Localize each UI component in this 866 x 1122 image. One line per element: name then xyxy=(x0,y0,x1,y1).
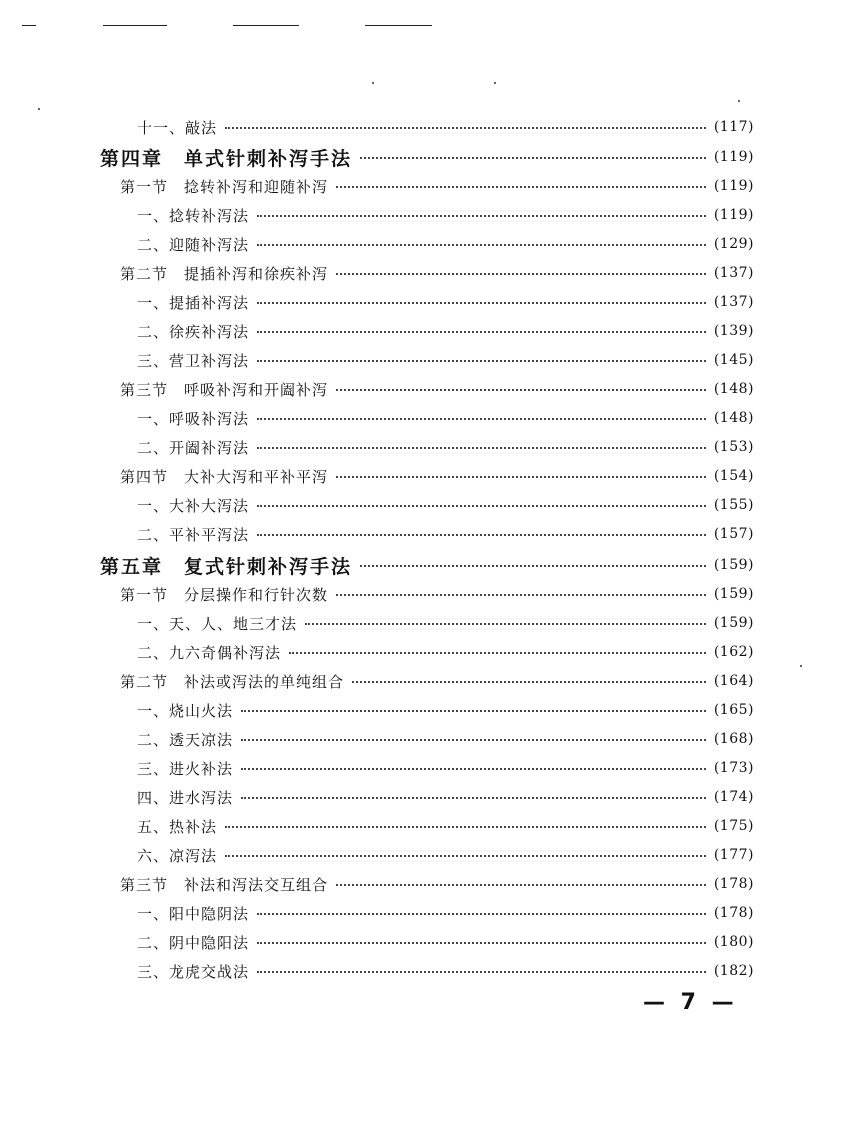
toc-entry-title: 第一节 分层操作和行针次数 xyxy=(120,585,329,604)
dot-leader xyxy=(257,505,706,507)
page-number: — 7 — xyxy=(643,990,738,1015)
toc-chapter[interactable] xyxy=(100,144,754,170)
toc-entry-title: 十一、敲法 xyxy=(137,118,218,137)
toc-entry-page: (159) xyxy=(713,586,754,602)
dot-leader xyxy=(257,913,706,915)
toc-section[interactable] xyxy=(120,378,754,400)
toc-entry-title: 四、进水泻法 xyxy=(137,788,234,807)
dot-leader xyxy=(336,186,706,188)
toc-entry[interactable] xyxy=(137,494,754,516)
toc-entry[interactable] xyxy=(137,728,754,750)
toc-entry[interactable] xyxy=(137,612,754,634)
toc-entry[interactable] xyxy=(137,204,754,226)
toc-entry-title: 第五章 复式针刺补泻手法 xyxy=(100,555,353,578)
dot-leader xyxy=(241,797,706,799)
toc-entry-page: (145) xyxy=(713,352,754,368)
toc-entry-title: 一、大补大泻法 xyxy=(137,496,250,515)
toc-entry[interactable] xyxy=(137,844,754,866)
toc-entry[interactable] xyxy=(137,960,754,982)
dot-leader xyxy=(257,215,706,217)
dot-leader xyxy=(257,942,706,944)
toc-entry-title: 一、捻转补泻法 xyxy=(137,206,250,225)
toc-entry-title: 第二节 提插补泻和徐疾补泻 xyxy=(120,264,329,283)
toc-entry-page: (174) xyxy=(713,789,754,805)
toc-entry-title: 第一节 捻转补泻和迎随补泻 xyxy=(120,177,329,196)
dot-leader xyxy=(241,768,706,770)
toc-entry-title: 五、热补法 xyxy=(137,817,218,836)
toc-entry-title: 二、迎随补泻法 xyxy=(137,235,250,254)
toc-entry-page: (159) xyxy=(713,615,754,631)
toc-entry-title: 二、开阖补泻法 xyxy=(137,438,250,457)
toc-entry[interactable] xyxy=(137,407,754,429)
toc-entry[interactable] xyxy=(137,902,754,924)
toc-entry-title: 第三节 呼吸补泻和开阖补泻 xyxy=(120,380,329,399)
dot-leader xyxy=(257,360,706,362)
toc-entry-page: (182) xyxy=(713,963,754,979)
toc-section[interactable] xyxy=(120,465,754,487)
toc-entry-title: 第二节 补法或泻法的单纯组合 xyxy=(120,672,345,691)
dot-leader xyxy=(257,302,706,304)
toc-entry-page: (148) xyxy=(713,410,754,426)
toc-entry-page: (137) xyxy=(713,294,754,310)
toc-section[interactable] xyxy=(120,873,754,895)
dot-leader xyxy=(225,855,706,857)
toc-entry[interactable] xyxy=(137,233,754,255)
dot-leader xyxy=(352,681,706,683)
toc-entry-title: 二、平补平泻法 xyxy=(137,525,250,544)
toc-entry-page: (178) xyxy=(713,876,754,892)
toc-entry-page: (157) xyxy=(713,526,754,542)
toc-entry-page: (117) xyxy=(713,119,754,135)
toc-entry-title: 二、阴中隐阳法 xyxy=(137,933,250,952)
dot-leader xyxy=(257,447,706,449)
toc-entry-page: (159) xyxy=(713,557,754,573)
dot-leader xyxy=(257,244,706,246)
toc-entry-title: 二、徐疾补泻法 xyxy=(137,322,250,341)
dot-leader xyxy=(225,127,706,129)
toc-entry-title: 一、天、人、地三才法 xyxy=(137,614,298,633)
toc-entry-title: 一、阳中隐阴法 xyxy=(137,904,250,923)
dot-leader xyxy=(336,273,706,275)
toc-entry[interactable] xyxy=(137,815,754,837)
toc-chapter[interactable] xyxy=(100,552,754,578)
toc-entry[interactable] xyxy=(137,320,754,342)
toc-entry-title: 第四章 单式针刺补泻手法 xyxy=(100,147,353,170)
toc-entry-page: (173) xyxy=(713,760,754,776)
toc-section[interactable] xyxy=(120,670,754,692)
toc-entry-page: (139) xyxy=(713,323,754,339)
toc-entry[interactable] xyxy=(137,349,754,371)
toc-entry-page: (162) xyxy=(713,644,754,660)
toc-section[interactable] xyxy=(120,175,754,197)
toc-entry[interactable] xyxy=(137,116,754,138)
toc-entry-page: (180) xyxy=(713,934,754,950)
toc-entry-title: 三、进火补法 xyxy=(137,759,234,778)
toc-entry-page: (165) xyxy=(713,702,754,718)
toc-entry-page: (154) xyxy=(713,468,754,484)
toc-entry-title: 一、提插补泻法 xyxy=(137,293,250,312)
dot-leader xyxy=(257,534,706,536)
toc-entry-page: (153) xyxy=(713,439,754,455)
toc-entry-page: (119) xyxy=(713,207,754,223)
toc-entry-title: 三、龙虎交战法 xyxy=(137,962,250,981)
toc-entry-title: 六、凉泻法 xyxy=(137,846,218,865)
dot-leader xyxy=(305,623,706,625)
toc-entry-page: (168) xyxy=(713,731,754,747)
toc-entry-title: 二、透天凉法 xyxy=(137,730,234,749)
toc-entry[interactable] xyxy=(137,757,754,779)
dot-leader xyxy=(241,739,706,741)
toc-entry-page: (148) xyxy=(713,381,754,397)
dot-leader xyxy=(336,476,706,478)
toc-entry-page: (129) xyxy=(713,236,754,252)
dot-leader xyxy=(336,884,706,886)
toc-entry-title: 第四节 大补大泻和平补平泻 xyxy=(120,467,329,486)
toc-entry-page: (119) xyxy=(713,149,754,165)
dot-leader xyxy=(257,418,706,420)
toc-entry-title: 二、九六奇偶补泻法 xyxy=(137,643,282,662)
toc-section[interactable] xyxy=(120,583,754,605)
dot-leader xyxy=(289,652,706,654)
toc-entry[interactable] xyxy=(137,291,754,313)
dot-leader xyxy=(257,971,706,973)
toc-section[interactable] xyxy=(120,262,754,284)
toc-entry-page: (119) xyxy=(713,178,754,194)
dot-leader xyxy=(241,710,706,712)
dot-leader xyxy=(336,389,706,391)
toc-entry-title: 第三节 补法和泻法交互组合 xyxy=(120,875,329,894)
toc-entry[interactable] xyxy=(137,436,754,458)
toc-entry-page: (155) xyxy=(713,497,754,513)
toc-entry[interactable] xyxy=(137,641,754,663)
toc-entry[interactable] xyxy=(137,699,754,721)
dot-leader xyxy=(360,157,706,159)
toc-entry-title: 一、呼吸补泻法 xyxy=(137,409,250,428)
toc-entry-page: (175) xyxy=(713,818,754,834)
toc-entry-page: (177) xyxy=(713,847,754,863)
toc-entry[interactable] xyxy=(137,786,754,808)
dot-leader xyxy=(336,594,706,596)
toc-entry-page: (178) xyxy=(713,905,754,921)
toc-entry-page: (164) xyxy=(713,673,754,689)
toc-entry[interactable] xyxy=(137,931,754,953)
toc-entry-title: 一、烧山火法 xyxy=(137,701,234,720)
dot-leader xyxy=(360,565,706,567)
dot-leader xyxy=(225,826,706,828)
toc-entry[interactable] xyxy=(137,523,754,545)
dot-leader xyxy=(257,331,706,333)
toc-entry-title: 三、营卫补泻法 xyxy=(137,351,250,370)
toc-entry-page: (137) xyxy=(713,265,754,281)
